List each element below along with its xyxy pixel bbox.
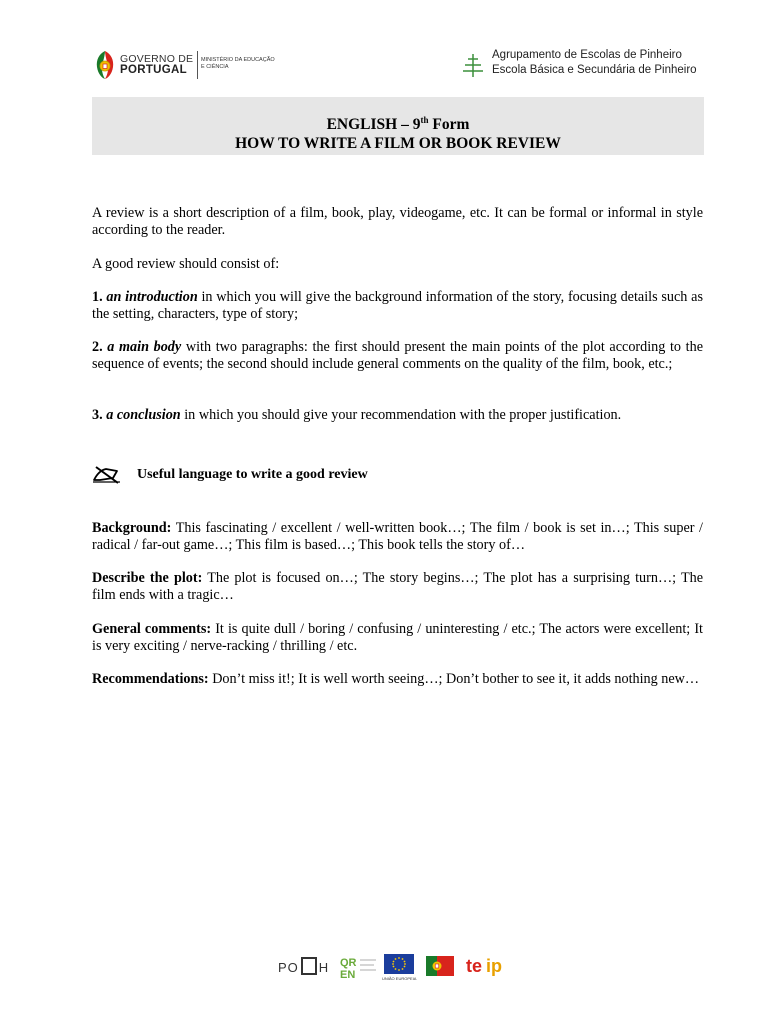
item-introduction: 1. an introduction in which you will give the background information of the story, focusing details such as the setting, characters, type of story; — [92, 289, 703, 322]
portugal-emblem-icon — [94, 50, 116, 80]
school-line2: Escola Básica e Secundária de Pinheiro — [492, 64, 697, 76]
language-background: Background: This fascinating / excellent / well-written book…; The film / book is set in…; This super / radical / far-out game…; This film is based…; This book tells the story of… — [92, 520, 703, 553]
svg-text:ip: ip — [486, 956, 502, 976]
pine-tree-icon — [462, 52, 484, 78]
item-main-body: 2. a main body with two paragraphs: the first should present the main points of the plot according to the sequence of events; the second should include general comments on the quality of the film, book, etc.; — [92, 339, 703, 372]
footer-logos — [278, 950, 518, 988]
poph-logo: PO H — [278, 957, 329, 975]
language-general-comments: General comments: It is quite dull / boring / confusing / uninteresting / etc.; The actors were excellent; It is very exciting / nerve-racking / thrilling / etc. — [92, 621, 703, 654]
school-header — [462, 48, 722, 80]
title-line2: HOW TO WRITE A FILM OR BOOK REVIEW — [235, 135, 561, 152]
svg-text:te: te — [466, 956, 483, 976]
eu-flag-logo — [384, 954, 414, 974]
gov-line1: GOVERNO DE — [120, 53, 194, 65]
gov-line2: PORTUGAL — [120, 64, 187, 76]
useful-language-heading — [92, 465, 492, 487]
item-conclusion: 3. a conclusion in which you should give your recommendation with the proper justification. — [92, 407, 622, 423]
pencil-writing-icon — [92, 465, 122, 485]
ministry-line1: MINISTÉRIO DA EDUCAÇÃO — [201, 57, 275, 63]
svg-text:EN: EN — [340, 969, 356, 980]
language-recommendations: Recommendations: Don’t miss it!; It is well worth seeing…; Don’t bother to see it, it adds nothing new… — [92, 671, 700, 687]
qren-logo — [340, 954, 378, 980]
ministry-line2: E CIÊNCIA — [201, 64, 229, 70]
eu-caption: UNIÃO EUROPEIA — [382, 976, 417, 981]
useful-language-title: Useful language to write a good review — [137, 467, 368, 482]
school-line1: Agrupamento de Escolas de Pinheiro — [492, 49, 682, 61]
svg-text:QR: QR — [340, 957, 357, 969]
title-line1: ENGLISH – 9th Form — [326, 114, 470, 133]
teip-logo — [464, 952, 512, 980]
intro-paragraph: A review is a short description of a film, book, play, videogame, etc. It can be formal or informal in style according to the reader. — [92, 205, 703, 238]
document-title-box — [92, 97, 704, 155]
consist-paragraph: A good review should consist of: — [92, 256, 280, 272]
portugal-flag-logo — [426, 956, 454, 976]
governo-portugal-logo — [94, 50, 284, 82]
language-describe-plot: Describe the plot: The plot is focused on…; The story begins…; The plot has a surprising turn…; The film ends with a tragic… — [92, 570, 704, 603]
divider — [197, 51, 198, 79]
